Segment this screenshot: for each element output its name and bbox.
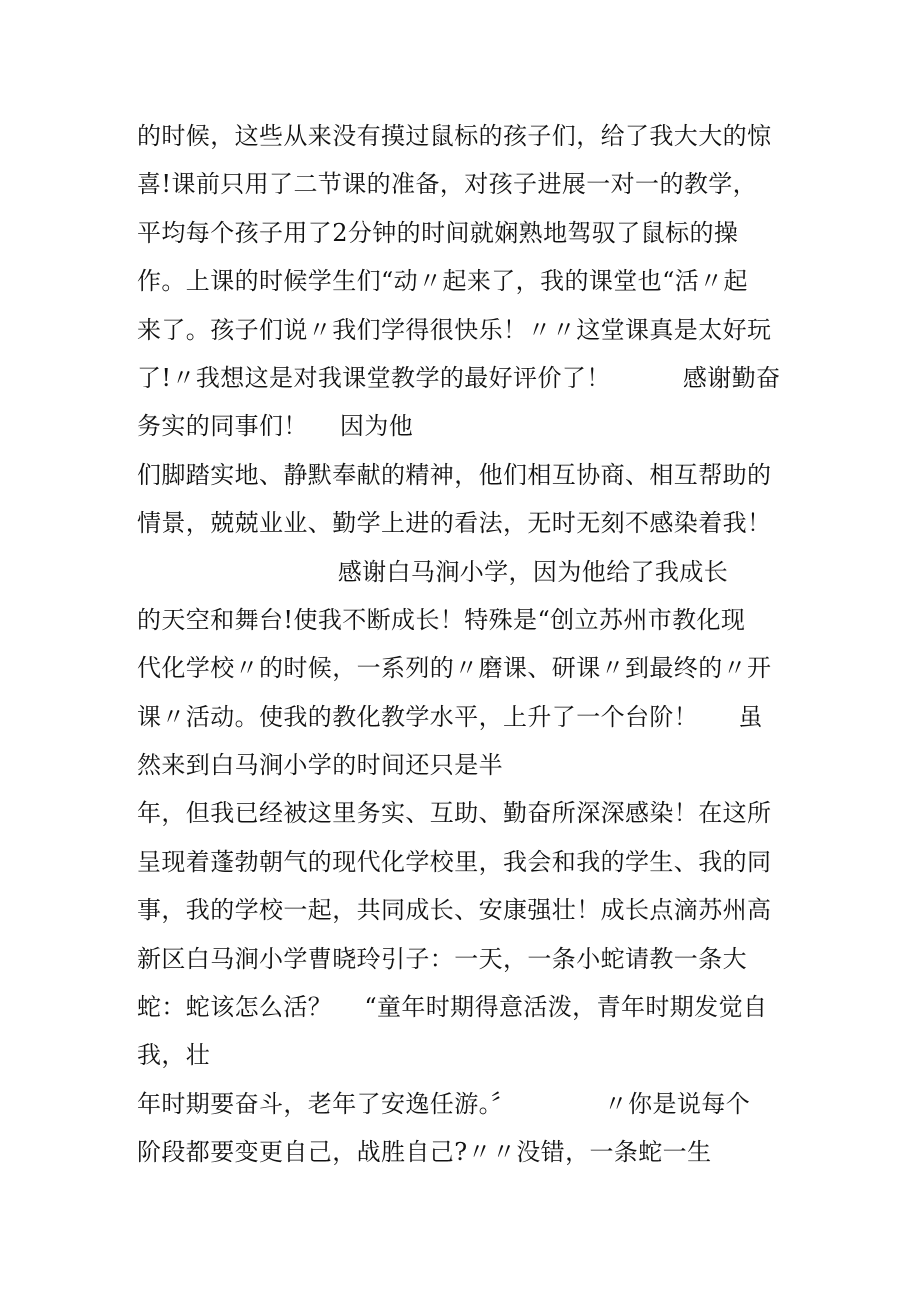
text-line-11: 的天空和舞台!使我不断成长！特殊是“创立苏州市教化现 — [137, 605, 746, 634]
text-line-18: 新区白马涧小学曹晓玲引子：一天，一条小蛇请教一条大 — [137, 944, 747, 973]
text-line-21: 年时期要奋斗，老年了安逸任游。〞 〃你是说每个 — [137, 1089, 751, 1118]
text-line-20: 我，壮 — [137, 1041, 211, 1070]
text-line-15: 年，但我已经被这里务实、互助、勤奋所深深感染！在这所 — [137, 799, 772, 828]
text-line-17: 事，我的学校一起，共同成长、安康强壮！成长点滴苏州高 — [137, 896, 772, 925]
text-line-8: 们脚踏实地、静默奉献的精神，他们相互协商、相互帮助的 — [137, 460, 772, 489]
text-line-19: 蛇：蛇该怎么活？ “童年时期得意活泼，青年时期发觉自 — [137, 993, 768, 1022]
text-line-16: 呈现着蓬勃朝气的现代化学校里，我会和我的学生、我的同 — [137, 847, 772, 876]
text-line-6: 了!〃我想这是对我课堂教学的最好评价了！ 感谢勤奋 — [137, 363, 781, 392]
text-line-10: 感谢白马涧小学，因为他给了我成长 — [137, 557, 729, 586]
text-line-13: 课〃活动。使我的教化教学水平，上升了一个台阶！ 虽 — [137, 702, 763, 731]
text-line-3: 平均每个孩子用了2分钟的时间就娴熟地驾驭了鼠标的操 — [137, 218, 739, 247]
text-line-4: 作。上课的时候学生们“动〃起来了，我的课堂也“活〃起 — [137, 267, 748, 296]
text-line-12: 代化学校〃的时候，一系列的〃磨课、研课〃到最终的〃开 — [137, 654, 772, 683]
body-text — [137, 112, 797, 1177]
text-line-9: 情景，兢兢业业、勤学上进的看法，无时无刻不感染着我！ — [137, 509, 772, 538]
text-line-1: 的时候，这些从来没有摸过鼠标的孩子们，给了我大大的惊 — [137, 122, 772, 150]
text-line-14: 然来到白马涧小学的时间还只是半 — [137, 751, 503, 780]
text-line-5: 来了。孩子们说〃我们学得很快乐！〃〃这堂课真是太好玩 — [137, 315, 772, 344]
text-line-22: 阶段都要变更自己，战胜自己?〃〃没错，一条蛇一生 — [137, 1138, 712, 1167]
text-line-2: 喜!课前只用了二节课的准备，对孩子进展一对一的教学， — [137, 170, 758, 199]
text-line-7: 务实的同事们！ 因为他 — [137, 412, 414, 441]
